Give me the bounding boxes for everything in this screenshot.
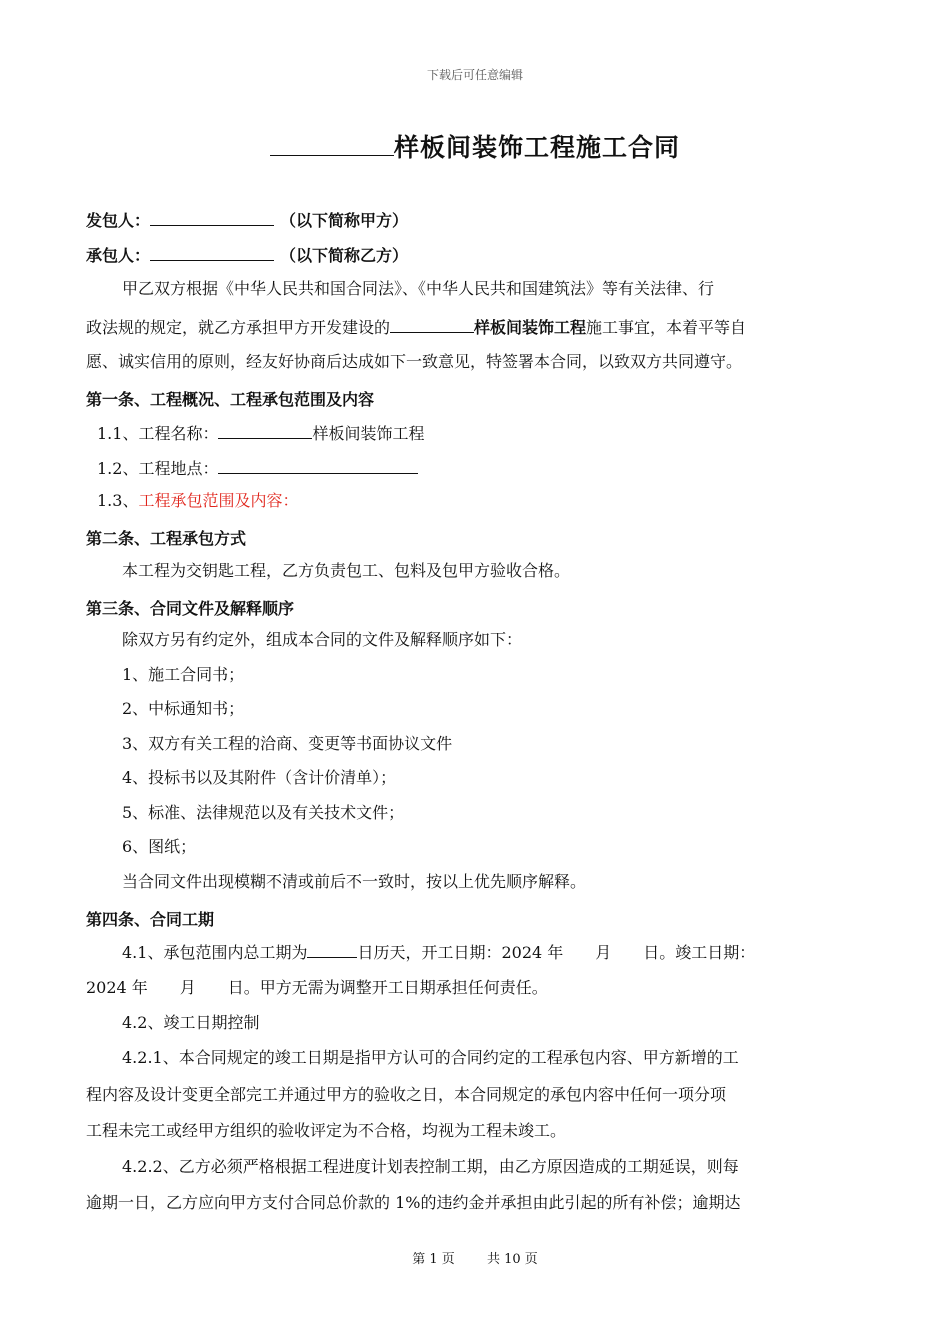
employer-suffix: （以下简称甲方）	[280, 211, 409, 230]
p41-mid: 日历天，开工日期：2024 年 月 日。竣工日期：	[357, 943, 756, 962]
article-2-heading: 第二条、工程承包方式	[86, 529, 247, 548]
article-2-text: 本工程为交钥匙工程，乙方负责包工、包料及包甲方验收合格。	[122, 561, 571, 580]
article-4-2-2-line-2: 逾期一日，乙方应向甲方支付合同总价款的 1%的违约金并承担由此引起的所有补偿；逾期达	[86, 1193, 741, 1212]
p41-pre: 4.1、承包范围内总工期为	[122, 943, 308, 962]
item-1-1-suffix: 样板间装饰工程	[312, 424, 425, 443]
employer-blank	[150, 209, 274, 226]
article-3-closing: 当合同文件出现模糊不清或前后不一致时，按以上优先顺序解释。	[122, 872, 587, 891]
intro-line-2-bold: 样板间装饰工程	[474, 318, 587, 337]
total-days-blank	[307, 941, 357, 958]
employer-line	[86, 209, 408, 231]
item-1-2-label: 1.2、工程地点：	[97, 459, 219, 478]
article-1-item-1	[97, 422, 424, 444]
list-item: 5、标准、法律规范以及有关技术文件；	[122, 803, 405, 822]
title-text: 样板间装饰工程施工合同	[393, 133, 680, 162]
document-title	[0, 128, 950, 164]
list-item: 4、投标书以及其附件（含计价清单）；	[122, 768, 397, 787]
contractor-label: 承包人：	[86, 246, 151, 265]
article-1-heading: 第一条、工程概况、工程承包范围及内容	[86, 390, 375, 409]
article-4-2-1-line-1: 4.2.1、本合同规定的竣工日期是指甲方认可的合同约定的工程承包内容、甲方新增的工	[122, 1048, 739, 1067]
article-4-2: 4.2、竣工日期控制	[122, 1013, 260, 1032]
item-1-2-blank	[218, 457, 418, 474]
item-1-1-blank	[218, 422, 312, 439]
intro-project-blank	[390, 316, 474, 333]
intro-line-2	[86, 316, 746, 338]
article-3-heading: 第三条、合同文件及解释顺序	[86, 599, 295, 618]
list-item: 2、中标通知书；	[122, 699, 245, 718]
article-1-item-2	[97, 457, 418, 479]
list-item: 6、图纸；	[122, 837, 197, 856]
page-number: 第 1 页	[412, 1252, 455, 1267]
article-4-2-1-line-2: 程内容及设计变更全部完工并通过甲方的验收之日，本合同规定的承包内容中任何一项分项	[86, 1085, 727, 1104]
employer-label: 发包人：	[86, 211, 151, 230]
contractor-line	[86, 244, 408, 266]
article-4-2-2-line-1: 4.2.2、乙方必须严格根据工程进度计划表控制工期，由乙方原因造成的工期延误，则每	[122, 1157, 739, 1176]
list-item: 3、双方有关工程的洽商、变更等书面协议文件	[122, 734, 453, 753]
intro-line-2-post: 施工事宜，本着平等自	[586, 318, 747, 337]
article-4-1-line-1	[122, 941, 755, 963]
contractor-blank	[150, 244, 274, 261]
article-4-2-1-line-3: 工程未完工或经甲方组织的验收评定为不合格，均视为工程未竣工。	[86, 1121, 567, 1140]
list-item: 1、施工合同书；	[122, 665, 245, 684]
article-4-1-line-2: 2024 年 月 日。甲方无需为调整开工日期承担任何责任。	[86, 978, 548, 997]
article-3-intro: 除双方另有约定外，组成本合同的文件及解释顺序如下：	[122, 630, 523, 649]
intro-line-1: 甲乙双方根据《中华人民共和国合同法》、《中华人民共和国建筑法》等有关法律、行	[122, 279, 715, 298]
contractor-suffix: （以下简称乙方）	[280, 246, 409, 265]
intro-line-2-pre: 政法规的规定，就乙方承担甲方开发建设的	[86, 318, 391, 337]
project-name-blank	[270, 130, 394, 156]
item-1-1-label: 1.1、工程名称：	[97, 424, 219, 443]
page-total: 共 10 页	[486, 1252, 538, 1267]
article-4-heading: 第四条、合同工期	[86, 910, 215, 929]
page-footer	[0, 1248, 950, 1267]
article-1-item-3	[97, 491, 298, 511]
item-1-3-num: 1.3、	[97, 491, 139, 510]
page-header-note: 下载后可任意编辑	[426, 68, 523, 82]
intro-line-3: 愿、诚实信用的原则，经友好协商后达成如下一致意见，特签署本合同，以致双方共同遵守。	[86, 352, 743, 371]
item-1-3-text: 工程承包范围及内容：	[138, 491, 299, 510]
